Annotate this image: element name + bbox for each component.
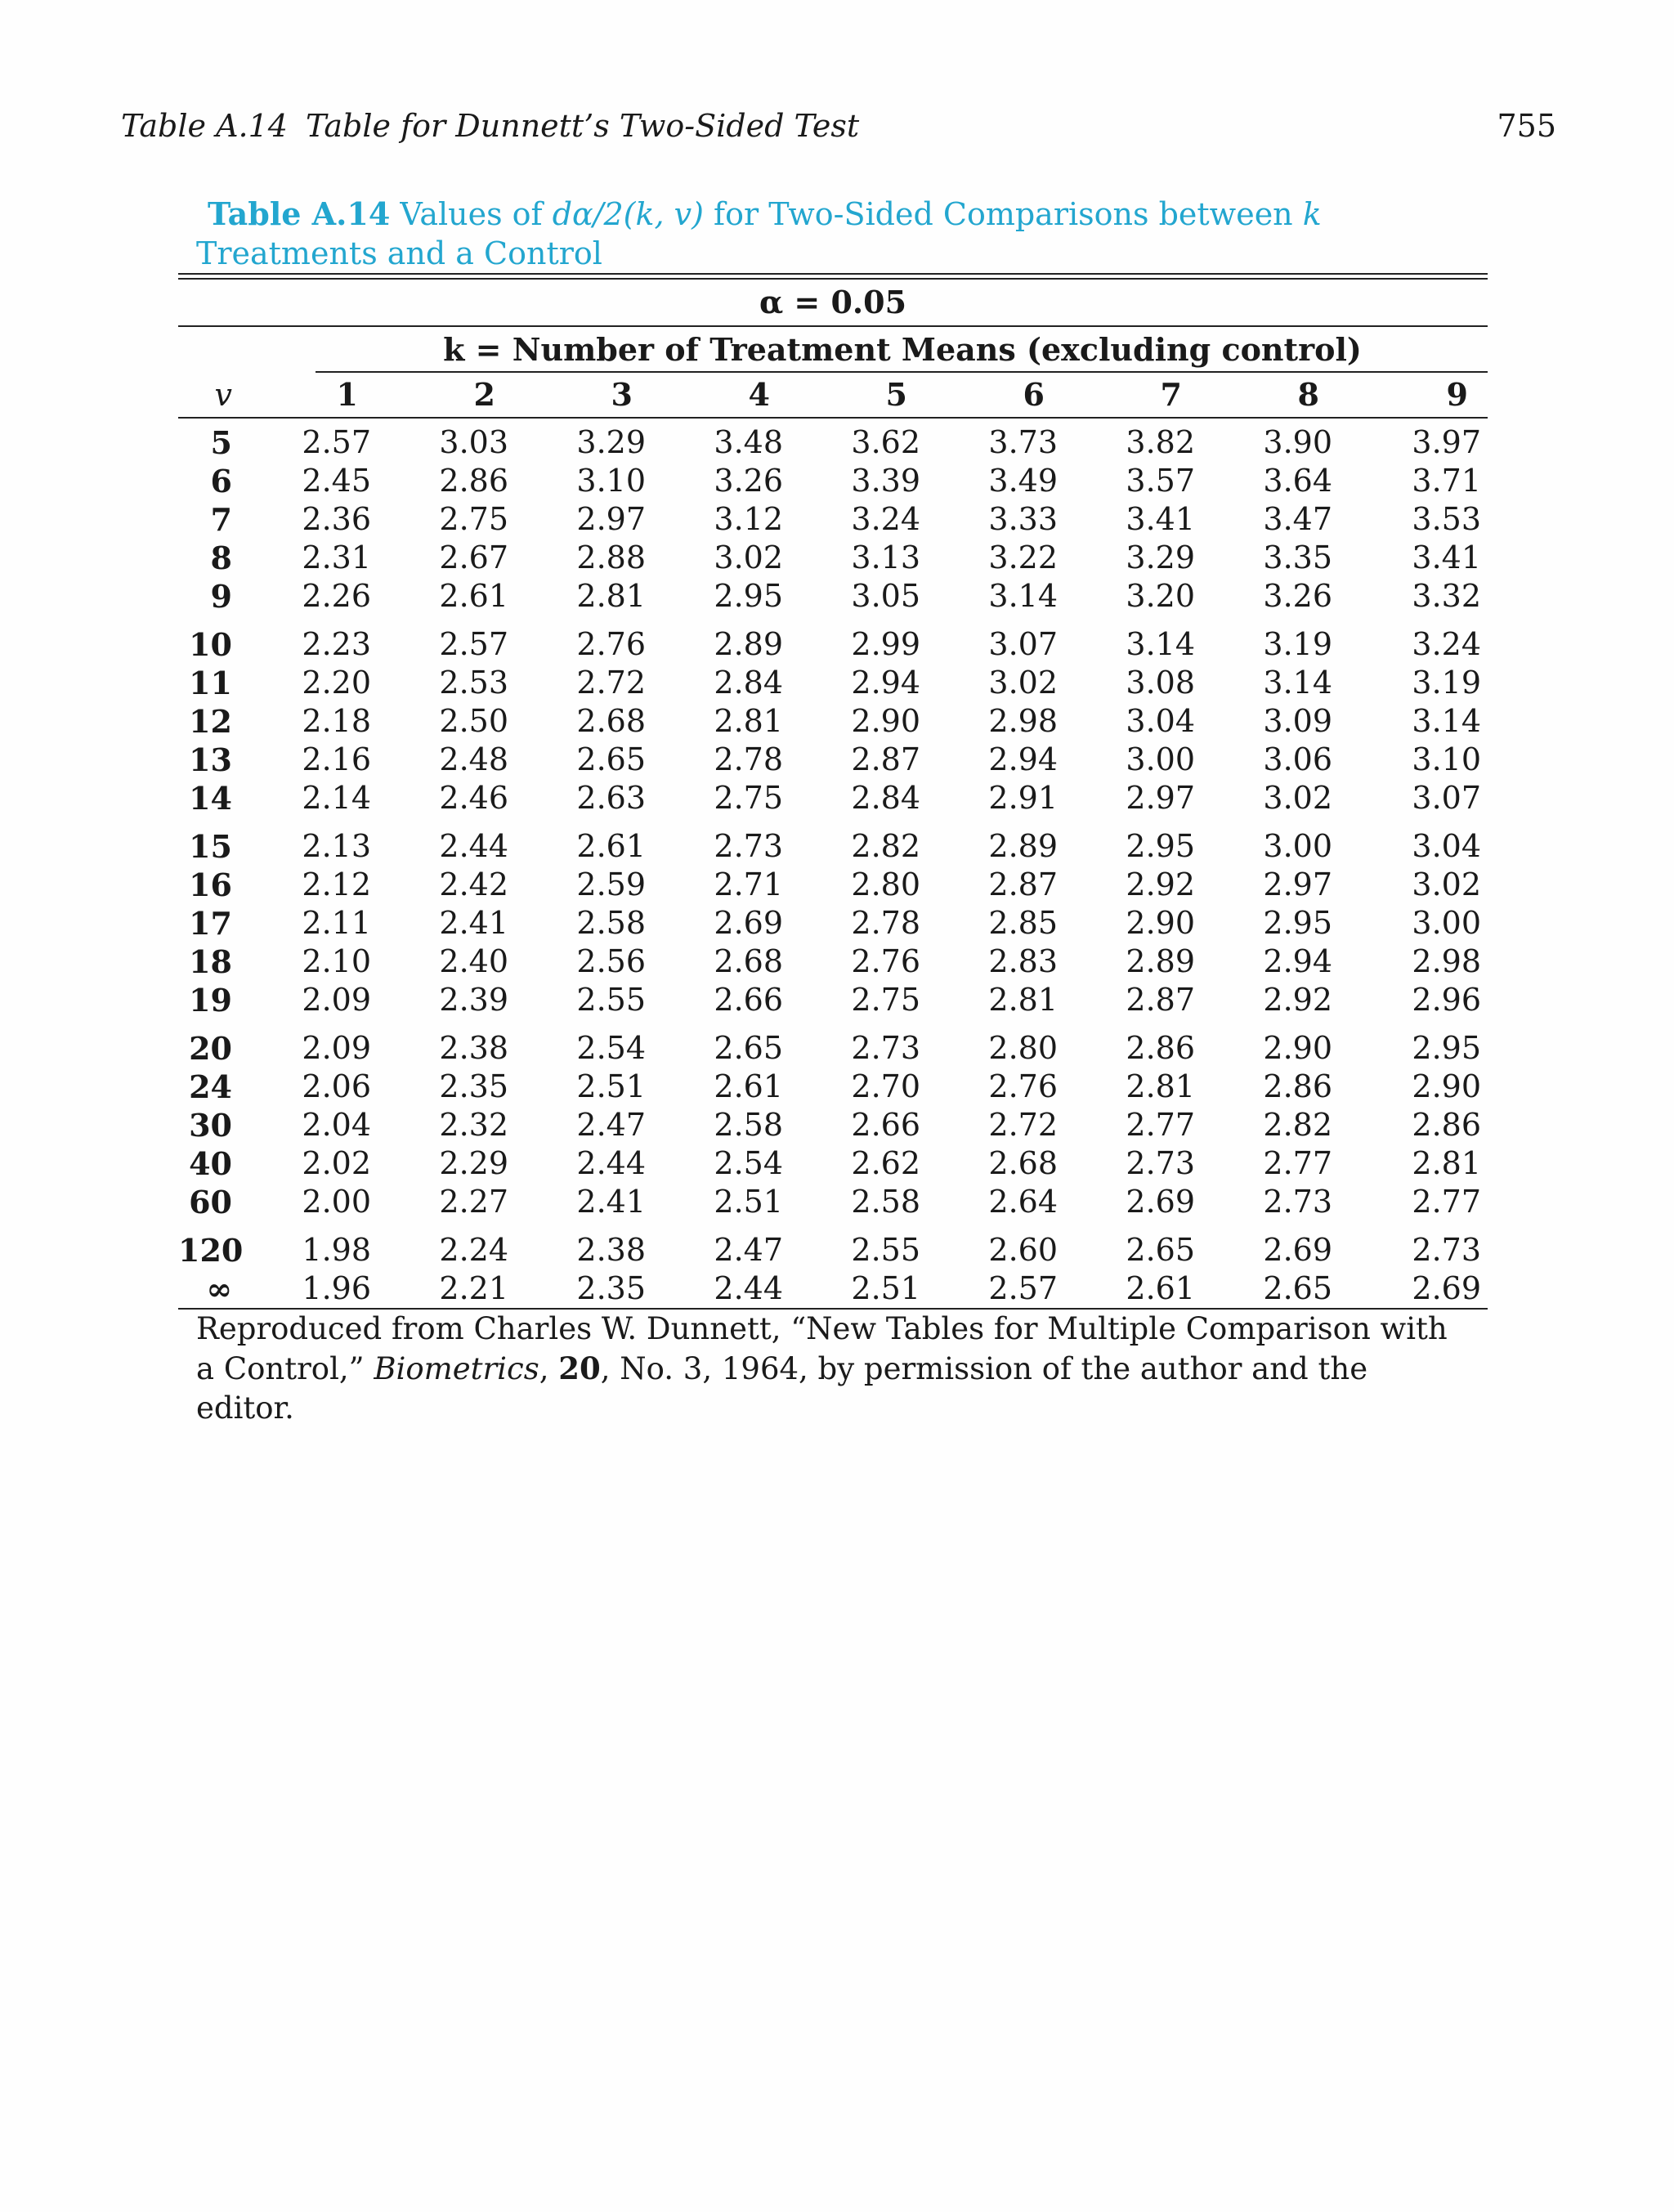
table-row [178, 1183, 1488, 1221]
table-row [178, 577, 1488, 616]
table-cell: 2.18 [302, 703, 371, 739]
table-cell: 2.95 [1126, 828, 1195, 864]
table-cell: 3.90 [1263, 424, 1332, 460]
row-v-label: 13 [189, 741, 232, 778]
table-cell: 3.09 [1263, 703, 1332, 739]
table-cell: 3.02 [1263, 780, 1332, 816]
table-cell: 2.35 [576, 1270, 646, 1306]
table-cell: 2.06 [302, 1068, 371, 1104]
table-cell: 2.53 [439, 665, 508, 701]
table-row [178, 866, 1488, 904]
table-cell: 3.29 [1126, 540, 1195, 575]
table-cell: 3.29 [576, 424, 646, 460]
table-cell: 3.71 [1412, 463, 1481, 499]
table-cell: 2.31 [302, 540, 371, 575]
table-cell: 2.44 [714, 1270, 783, 1306]
table-cell: 2.47 [576, 1107, 646, 1143]
running-head [121, 108, 1556, 149]
table-cell: 3.14 [988, 578, 1058, 614]
table-body [178, 423, 1488, 1308]
table-cell: 2.61 [439, 578, 508, 614]
table-cell: 2.75 [851, 982, 920, 1018]
table-cell: 2.87 [1126, 982, 1195, 1018]
table-cell: 3.02 [714, 540, 783, 575]
row-v-label: ∞ [206, 1270, 232, 1307]
table-cell: 2.42 [439, 866, 508, 902]
table-row [178, 904, 1488, 943]
table-cell: 2.82 [851, 828, 920, 864]
table-cell: 3.35 [1263, 540, 1332, 575]
row-v-label: 5 [210, 424, 232, 461]
table-cell: 2.57 [439, 626, 508, 662]
table-cell: 2.94 [851, 665, 920, 701]
table-cell: 3.47 [1263, 501, 1332, 537]
column-header-k5: 5 [885, 376, 907, 413]
table-cell: 2.09 [302, 982, 371, 1018]
table-cell: 2.68 [714, 943, 783, 979]
table-row [178, 423, 1488, 462]
table-row [178, 943, 1488, 981]
table-cell: 2.81 [1412, 1145, 1481, 1181]
table-cell: 3.22 [988, 540, 1058, 575]
table-cell: 2.76 [851, 943, 920, 979]
table-cell: 2.97 [576, 501, 646, 537]
table-cell: 2.58 [851, 1184, 920, 1220]
row-v-label: 18 [189, 943, 232, 980]
table-cell: 3.62 [851, 424, 920, 460]
table-row [178, 779, 1488, 817]
caption-k: k [1302, 196, 1322, 232]
table-cell: 2.02 [302, 1145, 371, 1181]
table-cell: 2.51 [576, 1068, 646, 1104]
table-cell: 2.45 [302, 463, 371, 499]
row-v-label: 40 [189, 1145, 232, 1182]
table-cell: 2.87 [988, 866, 1058, 902]
table-cell: 2.98 [1412, 943, 1481, 979]
footnote-text-before: Reproduced from Charles W. Dunnett, “New Tables for Multiple Comparison with a Control,” [196, 1311, 1448, 1386]
table-row [178, 625, 1488, 664]
table-cell: 2.44 [439, 828, 508, 864]
alpha-label: α = 0.05 [759, 284, 907, 320]
table-cell: 2.23 [302, 626, 371, 662]
table-cell: 2.29 [439, 1145, 508, 1181]
table-cell: 2.88 [576, 540, 646, 575]
table-cell: 1.96 [302, 1270, 371, 1306]
footnote [196, 1310, 1471, 1428]
table-cell: 2.16 [302, 741, 371, 777]
table-cell: 2.99 [851, 626, 920, 662]
table-cell: 3.03 [439, 424, 508, 460]
table-cell: 2.90 [1126, 905, 1195, 941]
table-cell: 2.38 [576, 1232, 646, 1268]
row-v-label: 60 [189, 1184, 232, 1220]
table-cell: 2.00 [302, 1184, 371, 1220]
table-row [178, 741, 1488, 779]
table-cell: 2.20 [302, 665, 371, 701]
table-cell: 3.07 [988, 626, 1058, 662]
table-cell: 2.96 [1412, 982, 1481, 1018]
table-cell: 2.73 [1412, 1232, 1481, 1268]
table-cell: 2.70 [851, 1068, 920, 1104]
table-cell: 2.90 [851, 703, 920, 739]
table-cell: 2.66 [714, 982, 783, 1018]
row-v-label: 6 [210, 463, 232, 499]
table-cell: 2.73 [1126, 1145, 1195, 1181]
table-cell: 2.68 [576, 703, 646, 739]
table-cell: 2.13 [302, 828, 371, 864]
table-cell: 2.62 [851, 1145, 920, 1181]
table-cell: 3.19 [1263, 626, 1332, 662]
table-cell: 2.84 [714, 665, 783, 701]
table-cell: 3.00 [1126, 741, 1195, 777]
table-cell: 2.66 [851, 1107, 920, 1143]
table-cell: 2.35 [439, 1068, 508, 1104]
table-cell: 2.69 [1412, 1270, 1481, 1306]
table-cell: 2.69 [1263, 1232, 1332, 1268]
table-cell: 2.38 [439, 1030, 508, 1066]
row-v-label: 120 [178, 1232, 244, 1269]
table-cell: 3.14 [1412, 703, 1481, 739]
row-v-label: 16 [189, 866, 232, 903]
table-cell: 3.53 [1412, 501, 1481, 537]
row-v-label: 10 [189, 626, 232, 663]
table-row [178, 1231, 1488, 1269]
table-cell: 2.04 [302, 1107, 371, 1143]
table-cell: 3.00 [1412, 905, 1481, 941]
table-cell: 2.77 [1126, 1107, 1195, 1143]
caption-label: Table A.14 [208, 195, 391, 232]
table-cell: 2.69 [1126, 1184, 1195, 1220]
table-cell: 2.61 [714, 1068, 783, 1104]
table-cell: 2.65 [1263, 1270, 1332, 1306]
table-cell: 2.76 [576, 626, 646, 662]
table-cell: 2.68 [988, 1145, 1058, 1181]
table-cell: 3.07 [1412, 780, 1481, 816]
table-cell: 2.65 [714, 1030, 783, 1066]
table-cell: 2.92 [1126, 866, 1195, 902]
table-cell: 3.20 [1126, 578, 1195, 614]
table-cell: 2.84 [851, 780, 920, 816]
table-cell: 2.51 [851, 1270, 920, 1306]
table-cell: 3.49 [988, 463, 1058, 499]
table-cell: 2.85 [988, 905, 1058, 941]
table-cell: 2.87 [851, 741, 920, 777]
caption-text-before: Values of [390, 196, 553, 232]
table-cell: 2.73 [851, 1030, 920, 1066]
table-cell: 2.09 [302, 1030, 371, 1066]
table-cell: 3.10 [1412, 741, 1481, 777]
table-cell: 2.14 [302, 780, 371, 816]
table-row [178, 1029, 1488, 1068]
table-caption [196, 195, 1455, 273]
group-gap [178, 817, 1488, 827]
table-row [178, 981, 1488, 1019]
row-v-label: 30 [189, 1107, 232, 1144]
table-row [178, 500, 1488, 539]
table-cell: 3.12 [714, 501, 783, 537]
table-cell: 2.65 [576, 741, 646, 777]
table-cell: 3.08 [1126, 665, 1195, 701]
table-cell: 2.78 [851, 905, 920, 941]
table-cell: 2.56 [576, 943, 646, 979]
footnote-volume: 20 [558, 1350, 601, 1386]
table-row [178, 539, 1488, 577]
table-cell: 2.75 [714, 780, 783, 816]
table-row [178, 664, 1488, 702]
table-cell: 3.10 [576, 463, 646, 499]
table-cell: 1.98 [302, 1232, 371, 1268]
table-cell: 2.97 [1126, 780, 1195, 816]
table-cell: 2.92 [1263, 982, 1332, 1018]
column-header-k2: 2 [473, 376, 495, 413]
running-head-title: Table for Dunnett’s Two-Sided Test [306, 108, 860, 144]
row-v-label: 17 [189, 905, 232, 942]
table-cell: 2.75 [439, 501, 508, 537]
table-cell: 2.97 [1263, 866, 1332, 902]
group-gap [178, 1019, 1488, 1029]
table-cell: 2.81 [1126, 1068, 1195, 1104]
table-cell: 2.94 [1263, 943, 1332, 979]
table-cell: 2.36 [302, 501, 371, 537]
table-cell: 2.50 [439, 703, 508, 739]
table-cell: 2.86 [1263, 1068, 1332, 1104]
table-cell: 2.54 [576, 1030, 646, 1066]
table-cell: 3.24 [1412, 626, 1481, 662]
v-header: v [214, 377, 232, 413]
table-cell: 2.21 [439, 1270, 508, 1306]
table-cell: 2.78 [714, 741, 783, 777]
table-cell: 3.39 [851, 463, 920, 499]
table-cell: 3.14 [1263, 665, 1332, 701]
table-cell: 3.73 [988, 424, 1058, 460]
table-row [178, 827, 1488, 866]
footnote-text-after: , No. 3, 1964, by permission of the author and the editor. [196, 1351, 1368, 1426]
table-cell: 2.89 [714, 626, 783, 662]
table-row [178, 1144, 1488, 1183]
table-cell: 2.12 [302, 866, 371, 902]
table-cell: 2.81 [576, 578, 646, 614]
table-cell: 2.57 [988, 1270, 1058, 1306]
table-cell: 2.82 [1263, 1107, 1332, 1143]
page-number: 755 [1497, 108, 1556, 144]
table-cell: 2.86 [439, 463, 508, 499]
table-cell: 3.14 [1126, 626, 1195, 662]
group-gap [178, 1221, 1488, 1231]
column-header-k1: 1 [336, 376, 358, 413]
row-v-label: 9 [210, 578, 232, 615]
table-row [178, 1106, 1488, 1144]
table-cell: 2.47 [714, 1232, 783, 1268]
table-cell: 2.90 [1412, 1068, 1481, 1104]
table-cell: 2.73 [714, 828, 783, 864]
table-cell: 2.11 [302, 905, 371, 941]
table-cell: 2.58 [576, 905, 646, 941]
table-cell: 2.64 [988, 1184, 1058, 1220]
table-cell: 2.40 [439, 943, 508, 979]
caption-text-end: Treatments and a Control [196, 235, 602, 271]
table-cell: 3.64 [1263, 463, 1332, 499]
row-v-label: 8 [210, 540, 232, 576]
table-cell: 2.55 [576, 982, 646, 1018]
table-cell: 2.89 [1126, 943, 1195, 979]
table-cell: 2.86 [1126, 1030, 1195, 1066]
table-cell: 3.57 [1126, 463, 1195, 499]
table-cell: 2.95 [1263, 905, 1332, 941]
table-row [178, 1068, 1488, 1106]
table-cell: 2.81 [714, 703, 783, 739]
column-header-k3: 3 [611, 376, 633, 413]
table-cell: 2.51 [714, 1184, 783, 1220]
table-cell: 2.80 [988, 1030, 1058, 1066]
table-cell: 2.61 [1126, 1270, 1195, 1306]
table-cell: 2.86 [1412, 1107, 1481, 1143]
dunnett-table [178, 273, 1488, 1310]
row-v-label: 20 [189, 1030, 232, 1067]
table-cell: 2.72 [576, 665, 646, 701]
table-cell: 2.95 [1412, 1030, 1481, 1066]
table-cell: 2.91 [988, 780, 1058, 816]
table-cell: 2.77 [1412, 1184, 1481, 1220]
running-head-table-number: Table A.14 [121, 108, 288, 144]
column-header-k9: 9 [1446, 376, 1468, 413]
k-row [178, 327, 1488, 371]
table-cell: 3.19 [1412, 665, 1481, 701]
table-cell: 2.59 [576, 866, 646, 902]
table-cell: 3.41 [1126, 501, 1195, 537]
footnote-journal: Biometrics [374, 1351, 539, 1386]
table-cell: 3.82 [1126, 424, 1195, 460]
caption-symbol: dα/2(k, v) [552, 196, 704, 232]
table-cell: 2.77 [1263, 1145, 1332, 1181]
k-label: k = Number of Treatment Means (excluding control) [443, 331, 1362, 368]
table-cell: 2.63 [576, 780, 646, 816]
table-cell: 2.10 [302, 943, 371, 979]
column-header-k7: 7 [1160, 376, 1182, 413]
table-cell: 2.65 [1126, 1232, 1195, 1268]
table-cell: 2.41 [576, 1184, 646, 1220]
table-cell: 2.32 [439, 1107, 508, 1143]
row-v-label: 7 [210, 501, 232, 538]
table-cell: 3.48 [714, 424, 783, 460]
table-cell: 3.02 [1412, 866, 1481, 902]
table-cell: 3.97 [1412, 424, 1481, 460]
column-header-k4: 4 [748, 376, 770, 413]
table-cell: 2.24 [439, 1232, 508, 1268]
table-row [178, 1269, 1488, 1308]
table-cell: 2.90 [1263, 1030, 1332, 1066]
table-cell: 3.26 [1263, 578, 1332, 614]
table-cell: 3.04 [1126, 703, 1195, 739]
table-cell: 2.98 [988, 703, 1058, 739]
table-cell: 3.04 [1412, 828, 1481, 864]
footnote-separator: , [539, 1351, 559, 1386]
table-cell: 2.61 [576, 828, 646, 864]
table-cell: 3.32 [1412, 578, 1481, 614]
table-cell: 2.71 [714, 866, 783, 902]
row-v-label: 19 [189, 982, 232, 1019]
column-header-k8: 8 [1297, 376, 1319, 413]
table-cell: 2.67 [439, 540, 508, 575]
table-cell: 2.80 [851, 866, 920, 902]
caption-text-after: for Two-Sided Comparisons between [703, 196, 1303, 232]
column-header-k6: 6 [1023, 376, 1045, 413]
table-cell: 2.44 [576, 1145, 646, 1181]
table-cell: 3.26 [714, 463, 783, 499]
table-cell: 2.55 [851, 1232, 920, 1268]
table-cell: 2.73 [1263, 1184, 1332, 1220]
table-row [178, 702, 1488, 741]
table-cell: 2.76 [988, 1068, 1058, 1104]
table-cell: 3.02 [988, 665, 1058, 701]
table-cell: 2.27 [439, 1184, 508, 1220]
table-cell: 3.33 [988, 501, 1058, 537]
alpha-row [178, 280, 1488, 325]
table-row [178, 462, 1488, 500]
table-cell: 3.05 [851, 578, 920, 614]
table-cell: 3.41 [1412, 540, 1481, 575]
table-top-rule [178, 273, 1488, 280]
row-v-label: 11 [189, 665, 232, 701]
row-v-label: 15 [189, 828, 232, 865]
table-cell: 2.54 [714, 1145, 783, 1181]
table-cell: 2.39 [439, 982, 508, 1018]
table-cell: 2.57 [302, 424, 371, 460]
table-cell: 2.48 [439, 741, 508, 777]
table-cell: 2.72 [988, 1107, 1058, 1143]
table-cell: 2.81 [988, 982, 1058, 1018]
table-cell: 3.13 [851, 540, 920, 575]
table-cell: 2.58 [714, 1107, 783, 1143]
row-v-label: 14 [189, 780, 232, 817]
table-cell: 2.46 [439, 780, 508, 816]
row-v-label: 12 [189, 703, 232, 740]
table-cell: 2.41 [439, 905, 508, 941]
table-cell: 2.83 [988, 943, 1058, 979]
column-header-row [178, 373, 1488, 417]
table-cell: 2.26 [302, 578, 371, 614]
group-gap [178, 616, 1488, 625]
table-cell: 2.95 [714, 578, 783, 614]
table-cell: 2.60 [988, 1232, 1058, 1268]
table-cell: 2.89 [988, 828, 1058, 864]
row-v-label: 24 [189, 1068, 232, 1105]
table-cell: 2.94 [988, 741, 1058, 777]
table-cell: 3.24 [851, 501, 920, 537]
table-cell: 2.69 [714, 905, 783, 941]
table-cell: 3.06 [1263, 741, 1332, 777]
table-cell: 3.00 [1263, 828, 1332, 864]
